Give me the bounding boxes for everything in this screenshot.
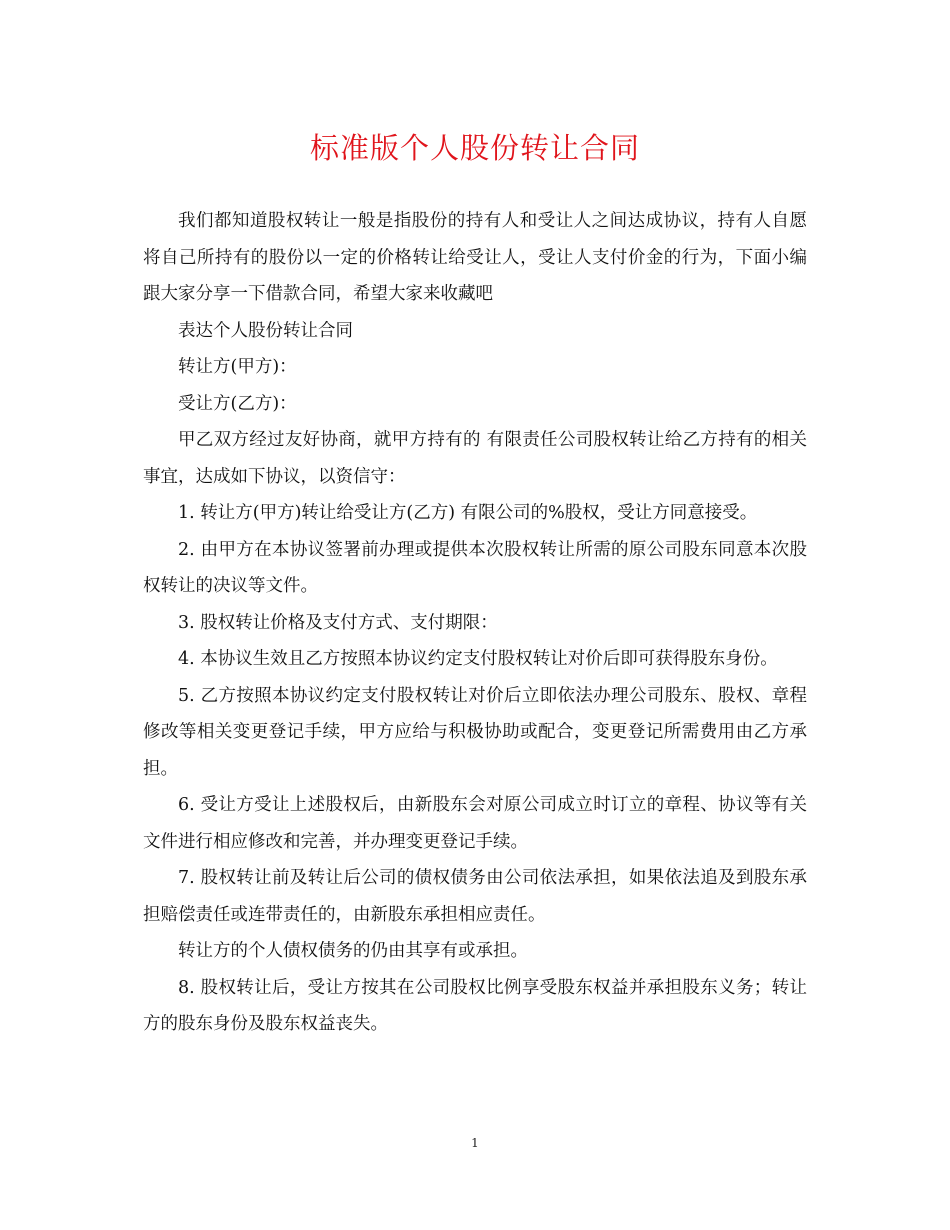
clause-1: 1. 转让方(甲方)转让给受让方(乙方) 有限公司的%股权，受让方同意接受。 bbox=[178, 503, 758, 523]
clause-4: 4. 本协议生效且乙方按照本协议约定支付股权转让对价后即可获得股东身份。 bbox=[178, 649, 778, 669]
document-title: 标准版个人股份转让合同 bbox=[309, 131, 640, 165]
clause-3: 3. 股权转让价格及支付方式、支付期限： bbox=[178, 612, 498, 633]
preamble-paragraph: 甲乙双方经过友好协商，就甲方持有的 有限责任公司股权转让给乙方持有的相关事宜，达成如下协议，以资信守： bbox=[143, 430, 807, 487]
clause-2: 2. 由甲方在本协议签署前办理或提供本次股权转让所需的原公司股东同意本次股权转让的决议等文件。 bbox=[143, 539, 807, 596]
clause-7-note: 转让方的个人债权债务的仍由其享有或承担。 bbox=[178, 941, 528, 961]
clause-8: 8. 股权转让后，受让方按其在公司股权比例享受股东权益并承担股东义务；转让方的股东身份及股东权益丧失。 bbox=[143, 977, 807, 1034]
document-body bbox=[143, 203, 807, 1043]
clause-6: 6. 受让方受让上述股权后，由新股东会对原公司成立时订立的章程、协议等有关文件进行相应修改和完善，并办理变更登记手续。 bbox=[143, 795, 807, 852]
clause-5: 5. 乙方按照本协议约定支付股权转让对价后立即依法办理公司股东、股权、章程修改等相关变更登记手续，甲方应给与积极协助或配合，变更登记所需费用由乙方承担。 bbox=[143, 685, 807, 779]
transferee-line: 受让方(乙方)： bbox=[178, 393, 297, 414]
contract-heading: 表达个人股份转让合同 bbox=[178, 320, 353, 341]
page-number: 1 bbox=[471, 1136, 479, 1150]
intro-paragraph: 我们都知道股权转让一般是指股份的持有人和受让人之间达成协议，持有人自愿将自己所持有的股份以一定的价格转让给受让人，受让人支付价金的行为，下面小编跟大家分享一下借款合同，希望大家来收藏吧 bbox=[143, 211, 807, 304]
transferor-line: 转让方(甲方)： bbox=[178, 357, 297, 377]
clause-7: 7. 股权转让前及转让后公司的债权债务由公司依法承担，如果依法追及到股东承担赔偿责任或连带责任的，由新股东承担相应责任。 bbox=[143, 868, 807, 925]
